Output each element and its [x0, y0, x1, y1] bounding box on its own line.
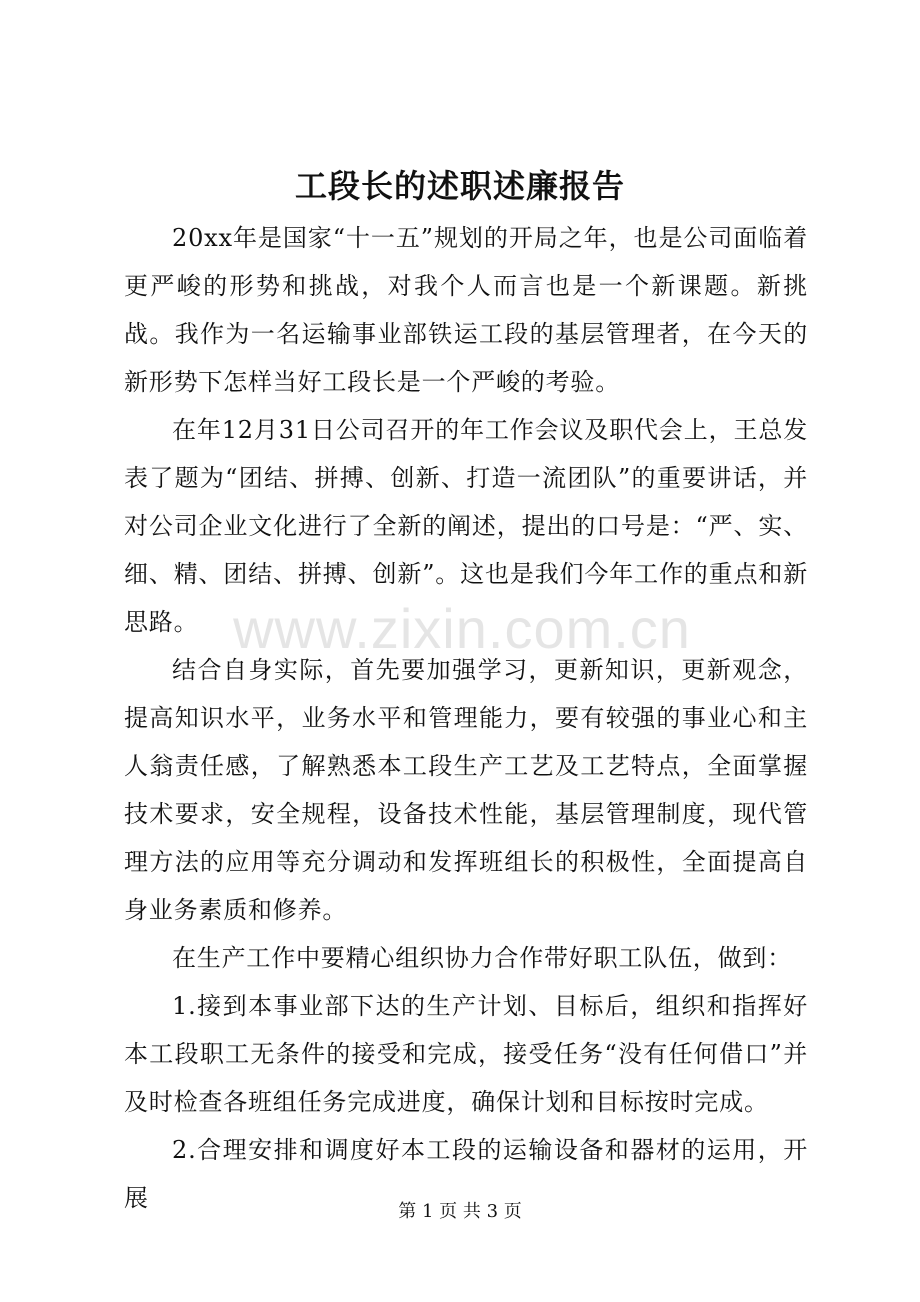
document-title: 工段长的述职述廉报告	[294, 167, 625, 205]
paragraph-5: 1.接到本事业部下达的生产计划、目标后，组织和指挥好本工段职工无条件的接受和完成，接受任务“没有任何借口”并及时检查各班组任务完成进度，确保计划和目标按时完成。	[124, 992, 808, 1116]
page-footer: 第 1 页 共 3 页	[398, 1201, 522, 1222]
paragraph-3: 结合自身实际，首先要加强学习，更新知识，更新观念，提高知识水平，业务水平和管理能力，要有较强的事业心和主人翁责任感，了解熟悉本工段生产工艺及工艺特点，全面掌握技术要求，安全规程，设备技术性能，基层管理制度，现代管理方法的应用等充分调动和发挥班组长的积极性，全面提高自身业务素质和修养。	[124, 656, 808, 924]
paragraph-4: 在生产工作中要精心组织协力合作带好职工队伍，做到：	[172, 944, 792, 972]
paragraph-6: 2.合理安排和调度好本工段的运输设备和器材的运用，开展	[124, 1136, 808, 1212]
watermark: www.zixin.com.cn	[233, 597, 691, 660]
paragraph-2: 在年12月31日公司召开的年工作会议及职代会上，王总发表了题为“团结、拼搏、创新、打造一流团队”的重要讲话，并对公司企业文化进行了全新的阐述，提出的口号是：“严、实、细、精、团结、拼搏、创新”。这也是我们今年工作的重点和新思路。	[124, 416, 808, 636]
paragraph-1: 20xx年是国家“十一五”规划的开局之年，也是公司面临着更严峻的形势和挑战，对我个人而言也是一个新课题。新挑战。我作为一名运输事业部铁运工段的基层管理者，在今天的新形势下怎样当好工段长是一个严峻的考验。	[124, 224, 808, 396]
document-body	[124, 214, 808, 1222]
